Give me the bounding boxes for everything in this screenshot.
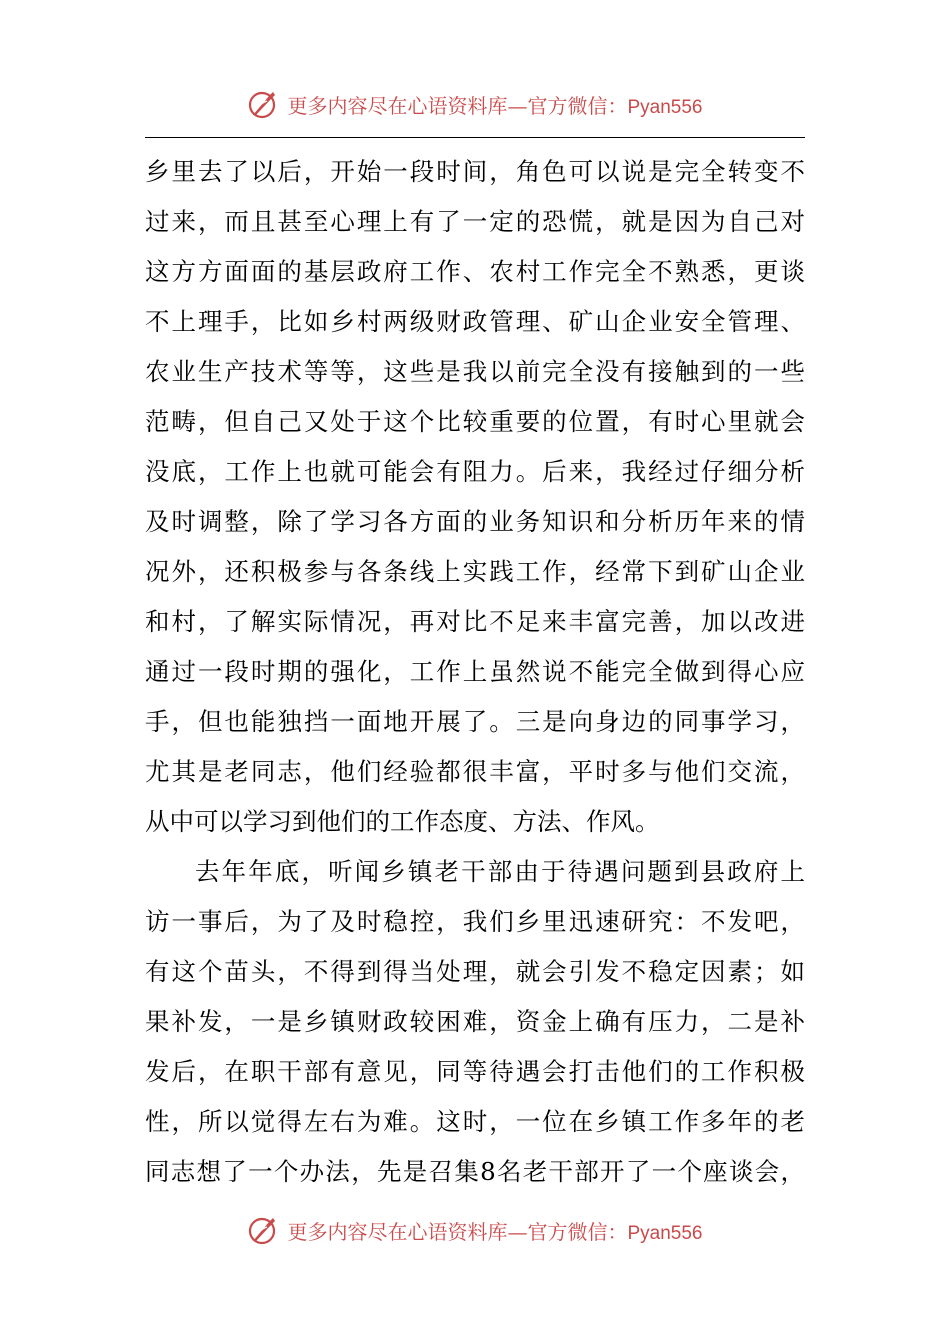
text-line: 况外，还积极参与各条线上实践工作，经常下到矿山企业 xyxy=(145,557,805,586)
text-line: 及时调整，除了学习各方面的业务知识和分析历年来的情 xyxy=(145,507,805,536)
text-line: 性，所以觉得左右为难。这时，一位在乡镇工作多年的老 xyxy=(145,1107,805,1136)
text-line: 乡里去了以后，开始一段时间，角色可以说是完全转变不 xyxy=(145,157,805,186)
text-line: 农业生产技术等等，这些是我以前完全没有接触到的一些 xyxy=(145,357,805,386)
text-line: 访一事后，为了及时稳控，我们乡里迅速研究：不发吧， xyxy=(145,907,805,936)
header-banner xyxy=(0,84,950,124)
text-line: 尤其是老同志，他们经验都很丰富，平时多与他们交流， xyxy=(145,757,805,786)
quill-logo-icon xyxy=(247,1213,281,1247)
text-line: 不上理手，比如乡村两级财政管理、矿山企业安全管理、 xyxy=(145,307,805,336)
footer-banner xyxy=(0,1210,950,1250)
footer-banner-text: 更多内容尽在心语资料库—官方微信：Pyan556 xyxy=(287,1219,703,1244)
text-line: 从中可以学习到他们的工作态度、方法、作风。 xyxy=(145,807,660,836)
text-line: 同志想了一个办法，先是召集8名老干部开了一个座谈会， xyxy=(145,1157,805,1186)
text-line: 没底，工作上也就可能会有阻力。后来，我经过仔细分析 xyxy=(145,457,805,486)
document-body xyxy=(145,147,805,1197)
text-line: 范畴，但自己又处于这个比较重要的位置，有时心里就会 xyxy=(145,407,805,436)
text-line: 过来，而且甚至心理上有了一定的恐慌，就是因为自己对 xyxy=(145,207,805,236)
text-line: 这方方面面的基层政府工作、农村工作完全不熟悉，更谈 xyxy=(145,257,805,286)
text-line: 果补发，一是乡镇财政较困难，资金上确有压力，二是补 xyxy=(145,1007,805,1036)
header-banner-text: 更多内容尽在心语资料库—官方微信：Pyan556 xyxy=(287,93,703,118)
text-line: 去年年底，听闻乡镇老干部由于待遇问题到县政府上 xyxy=(195,857,805,886)
header-divider xyxy=(145,137,805,138)
quill-logo-icon xyxy=(247,87,281,121)
text-line: 手，但也能独挡一面地开展了。三是向身边的同事学习， xyxy=(145,707,805,736)
text-line: 有这个苗头，不得到得当处理，就会引发不稳定因素；如 xyxy=(145,957,805,986)
text-line: 和村，了解实际情况，再对比不足来丰富完善，加以改进 xyxy=(145,607,805,636)
text-line: 通过一段时期的强化，工作上虽然说不能完全做到得心应 xyxy=(145,657,805,686)
text-line: 发后，在职干部有意见，同等待遇会打击他们的工作积极 xyxy=(145,1057,805,1086)
